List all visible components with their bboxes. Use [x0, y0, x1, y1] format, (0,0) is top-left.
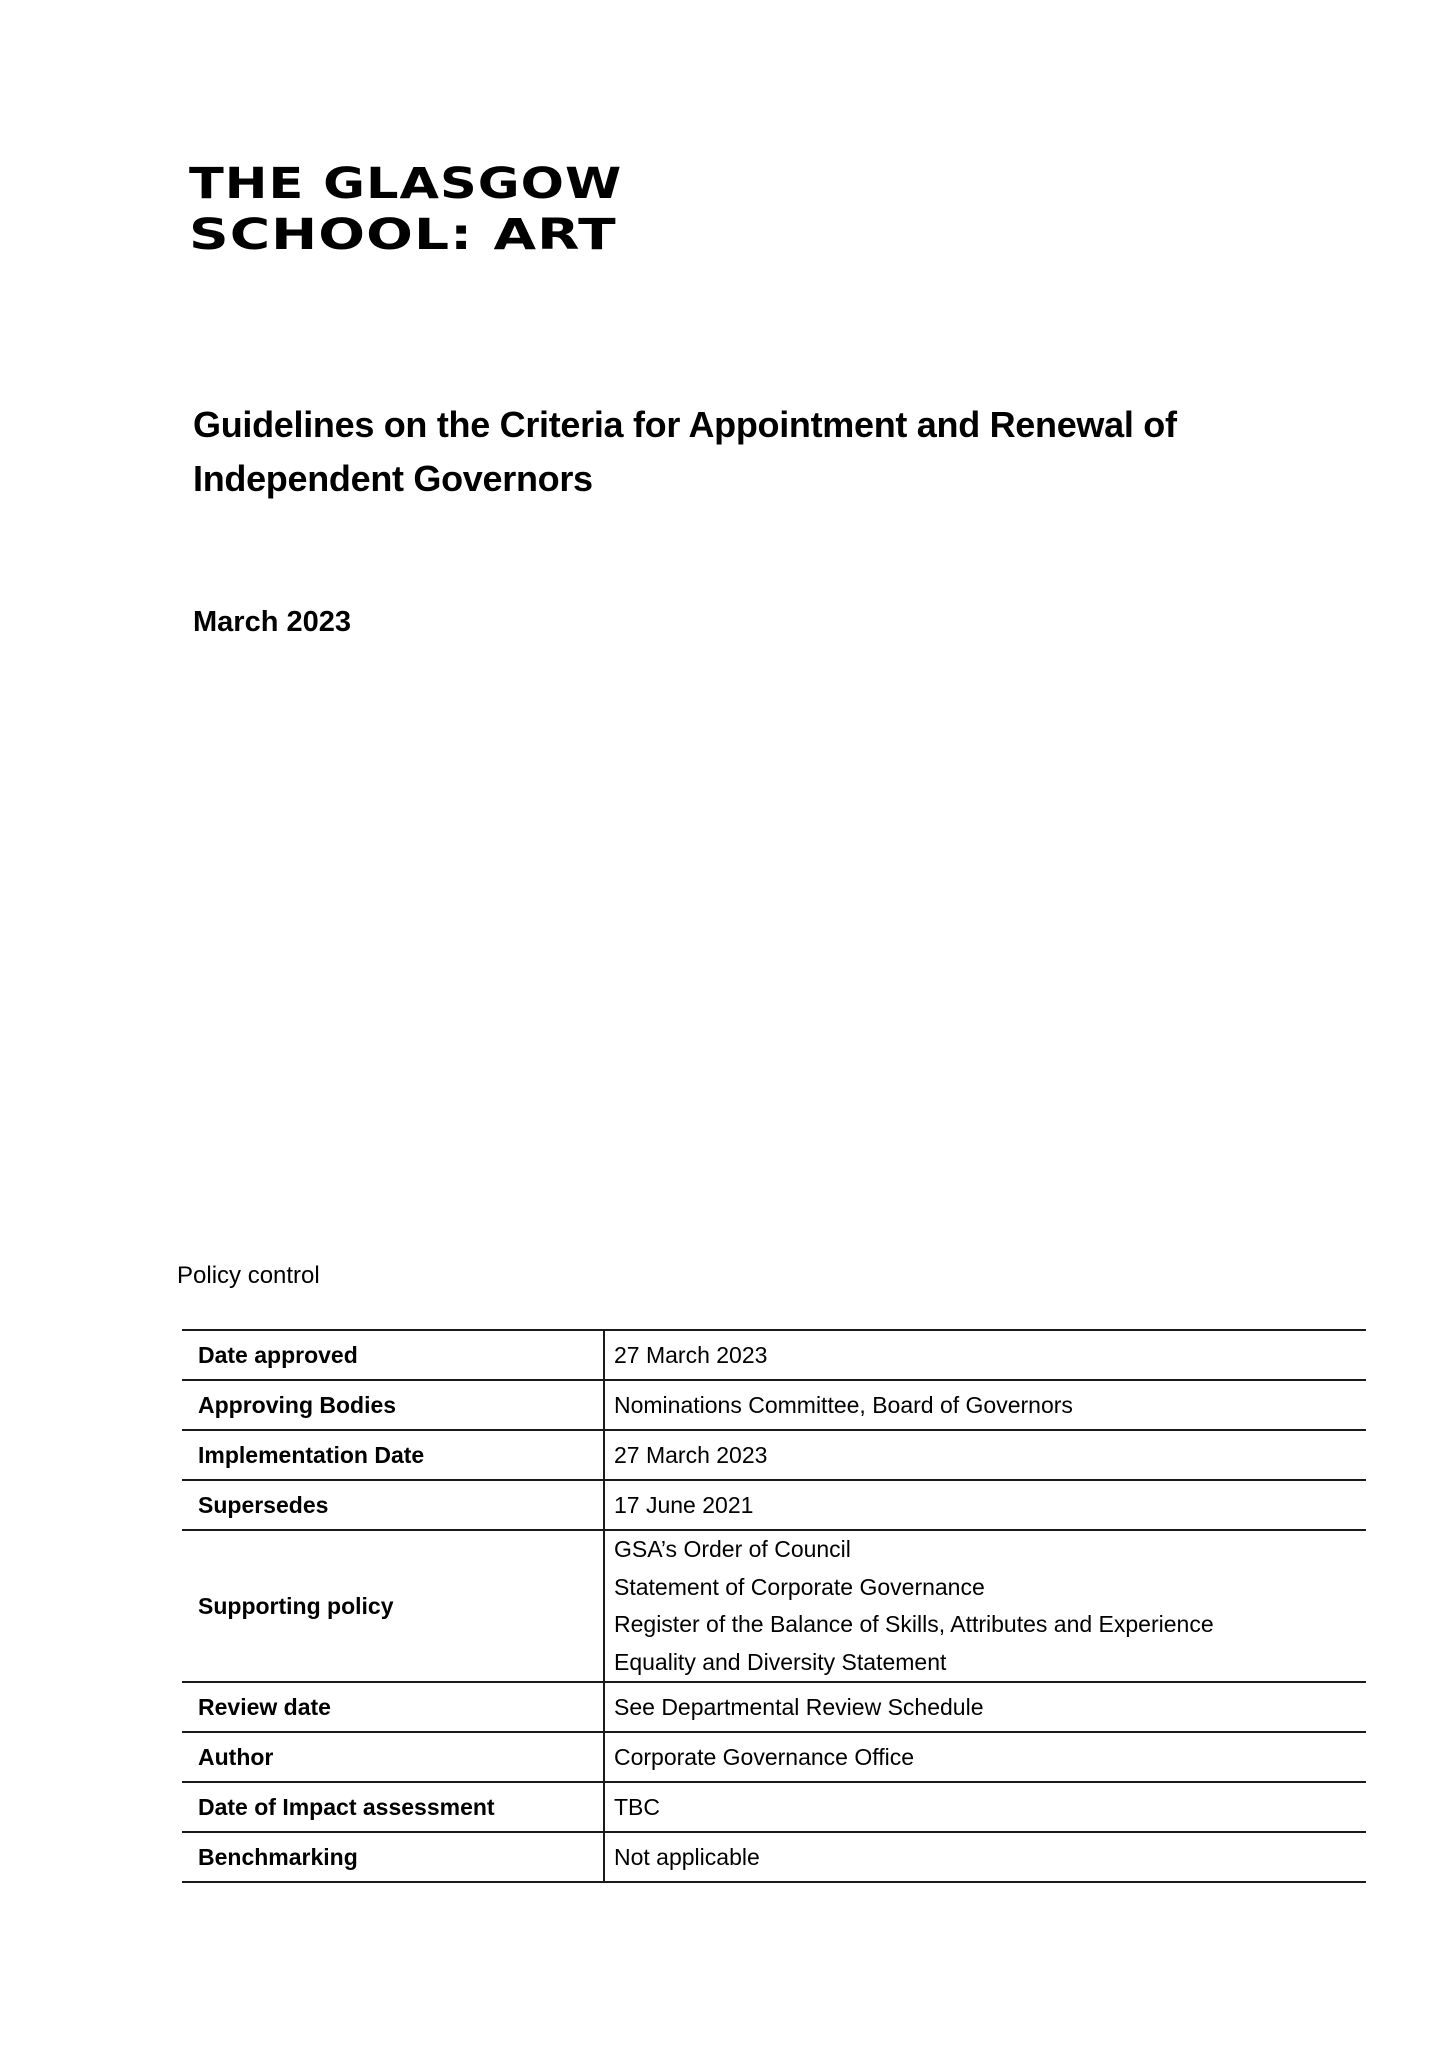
row-label: Implementation Date — [182, 1430, 604, 1480]
document-date: March 2023 — [193, 606, 351, 638]
document-title: Guidelines on the Criteria for Appointment and Renewal of Independent Governors — [193, 404, 1177, 499]
table-row — [182, 1330, 1366, 1380]
logo-line-1: THE GLASGOW — [189, 158, 623, 209]
row-value: Corporate Governance Office — [604, 1732, 1366, 1782]
supporting-policy-item: Statement of Corporate Governance — [614, 1573, 985, 1600]
table-row — [182, 1732, 1366, 1782]
row-value: Not applicable — [604, 1832, 1366, 1882]
table-row — [182, 1682, 1366, 1732]
row-label: Date of Impact assessment — [182, 1782, 604, 1832]
table-row — [182, 1782, 1366, 1832]
row-label: Author — [182, 1732, 604, 1782]
row-value: Nominations Committee, Board of Governors — [604, 1380, 1366, 1430]
row-value: TBC — [604, 1782, 1366, 1832]
supporting-policy-item: Equality and Diversity Statement — [614, 1648, 947, 1675]
gsa-logo — [189, 158, 661, 262]
policy-control-heading: Policy control — [177, 1262, 320, 1289]
row-label: Benchmarking — [182, 1832, 604, 1882]
table-row — [182, 1480, 1366, 1530]
row-label: Supersedes — [182, 1480, 604, 1530]
table-row — [182, 1832, 1366, 1882]
row-value: See Departmental Review Schedule — [604, 1682, 1366, 1732]
supporting-policy-item: Register of the Balance of Skills, Attributes and Experience — [614, 1611, 1214, 1637]
table-row — [182, 1530, 1366, 1682]
row-label: Approving Bodies — [182, 1380, 604, 1430]
row-value: 27 March 2023 — [604, 1430, 1366, 1480]
table-row — [182, 1380, 1366, 1430]
row-value: 27 March 2023 — [604, 1330, 1366, 1380]
table-row — [182, 1430, 1366, 1480]
logo-line-2: SCHOOL: ART — [189, 209, 617, 260]
row-label: Supporting policy — [182, 1530, 604, 1682]
row-value: 17 June 2021 — [604, 1480, 1366, 1530]
supporting-policy-item: GSA’s Order of Council — [614, 1536, 851, 1562]
row-value-list — [604, 1530, 1366, 1682]
policy-control-table — [182, 1329, 1366, 1883]
row-label: Date approved — [182, 1330, 604, 1380]
row-label: Review date — [182, 1682, 604, 1732]
